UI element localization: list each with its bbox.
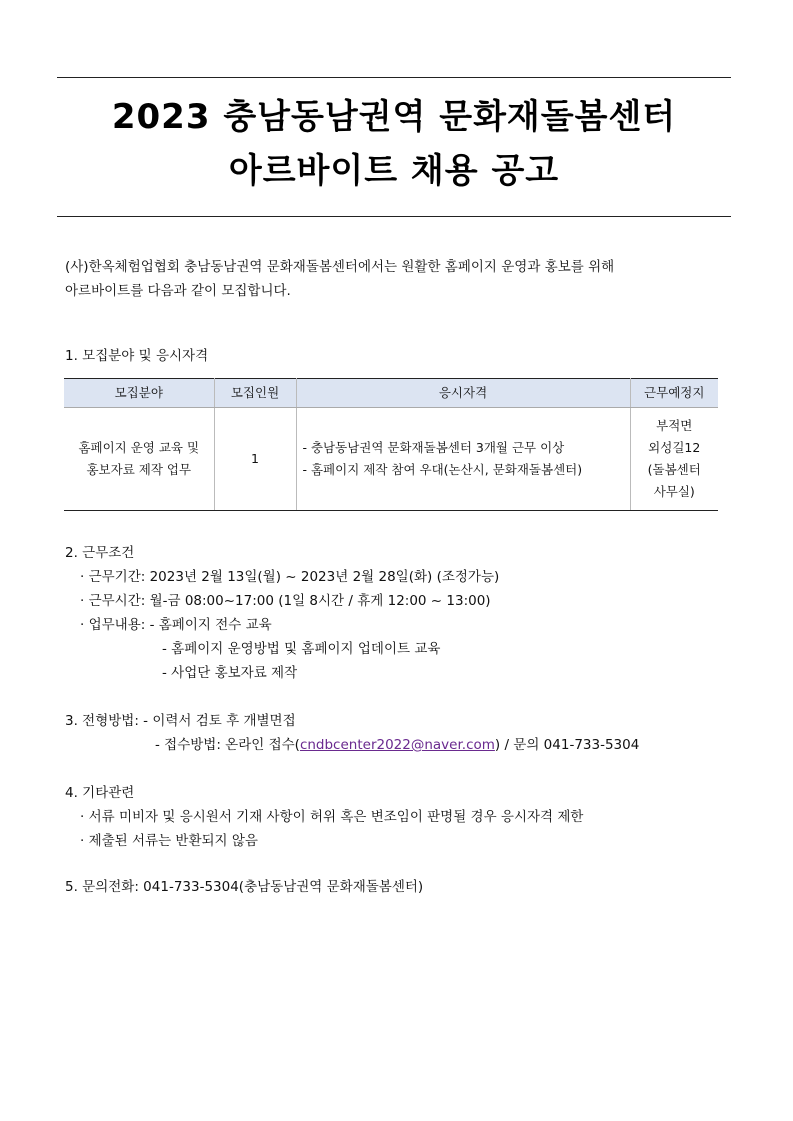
duties-line-1: · 업무내용: - 홈페이지 전수 교육 bbox=[80, 617, 272, 633]
title-line-1: 2023 충남동남권역 문화재돌봄센터 bbox=[111, 97, 677, 137]
intro-paragraph bbox=[65, 255, 725, 303]
recruitment-table bbox=[64, 378, 718, 511]
field-line-1: 홈페이지 운영 교육 및 bbox=[78, 440, 200, 455]
section1-heading: 1. 모집분야 및 응시자격 bbox=[65, 348, 209, 364]
qual-line-1: - 충남동남권역 문화재돌봄센터 3개월 근무 이상 bbox=[302, 440, 565, 455]
table-header-row bbox=[64, 379, 718, 408]
page-title bbox=[57, 93, 731, 195]
contact-phone: 5. 문의전화: 041-733-5304(충남동남권역 문화재돌봄센터) bbox=[65, 879, 424, 895]
header-location: 근무예정지 bbox=[630, 379, 718, 408]
qual-line-2: - 홈페이지 제작 참여 우대(논산시, 문화재돌봄센터) bbox=[302, 462, 583, 477]
loc-line-1: 부적면 bbox=[656, 418, 693, 433]
header-qualification: 응시자격 bbox=[296, 379, 630, 408]
top-rule bbox=[57, 77, 731, 78]
header-count: 모집인원 bbox=[214, 379, 296, 408]
duties-line-3: - 사업단 홍보자료 제작 bbox=[162, 665, 298, 681]
loc-line-3: (돌봄센터 bbox=[647, 462, 701, 477]
misc-item-2: · 제출된 서류는 반환되지 않음 bbox=[80, 833, 258, 849]
intro-line-1: (사)한옥체험업협회 충남동남권역 문화재돌봄센터에서는 원활한 홈페이지 운영과 홍보를 위해 bbox=[65, 259, 615, 275]
loc-line-4: 사무실) bbox=[653, 484, 695, 499]
header-field: 모집분야 bbox=[64, 379, 214, 408]
loc-line-2: 외성길12 bbox=[648, 440, 701, 455]
email-link[interactable]: cndbcenter2022@naver.com bbox=[299, 737, 495, 753]
section2-heading: 2. 근무조건 bbox=[65, 545, 135, 561]
selection-method: 3. 전형방법: - 이력서 검토 후 개별면접 bbox=[65, 713, 296, 729]
duties-line-2: - 홈페이지 운영방법 및 홈페이지 업데이트 교육 bbox=[162, 641, 441, 657]
intro-line-2: 아르바이트를 다음과 같이 모집합니다. bbox=[65, 283, 291, 299]
work-hours: · 근무시간: 월-금 08:00~17:00 (1일 8시간 / 휴게 12:00 ~ 13:00) bbox=[80, 593, 491, 609]
cell-location bbox=[630, 408, 718, 511]
application-method bbox=[155, 733, 639, 757]
table-row bbox=[64, 408, 718, 511]
cell-count: 1 bbox=[214, 408, 296, 511]
application-prefix: - 접수방법: 온라인 접수( bbox=[155, 737, 300, 753]
section4-heading: 4. 기타관련 bbox=[65, 785, 135, 801]
cell-qualification bbox=[296, 408, 630, 511]
application-suffix: ) / 문의 041-733-5304 bbox=[494, 737, 640, 753]
bottom-rule bbox=[57, 216, 731, 217]
cell-field bbox=[64, 408, 214, 511]
work-period: · 근무기간: 2023년 2월 13일(월) ~ 2023년 2월 28일(화) (조정가능) bbox=[80, 569, 500, 585]
misc-item-1: · 서류 미비자 및 응시원서 기재 사항이 허위 혹은 변조임이 판명될 경우 응시자격 제한 bbox=[80, 809, 584, 825]
title-line-2: 아르바이트 채용 공고 bbox=[228, 151, 560, 191]
field-line-2: 홍보자료 제작 업무 bbox=[86, 462, 192, 477]
